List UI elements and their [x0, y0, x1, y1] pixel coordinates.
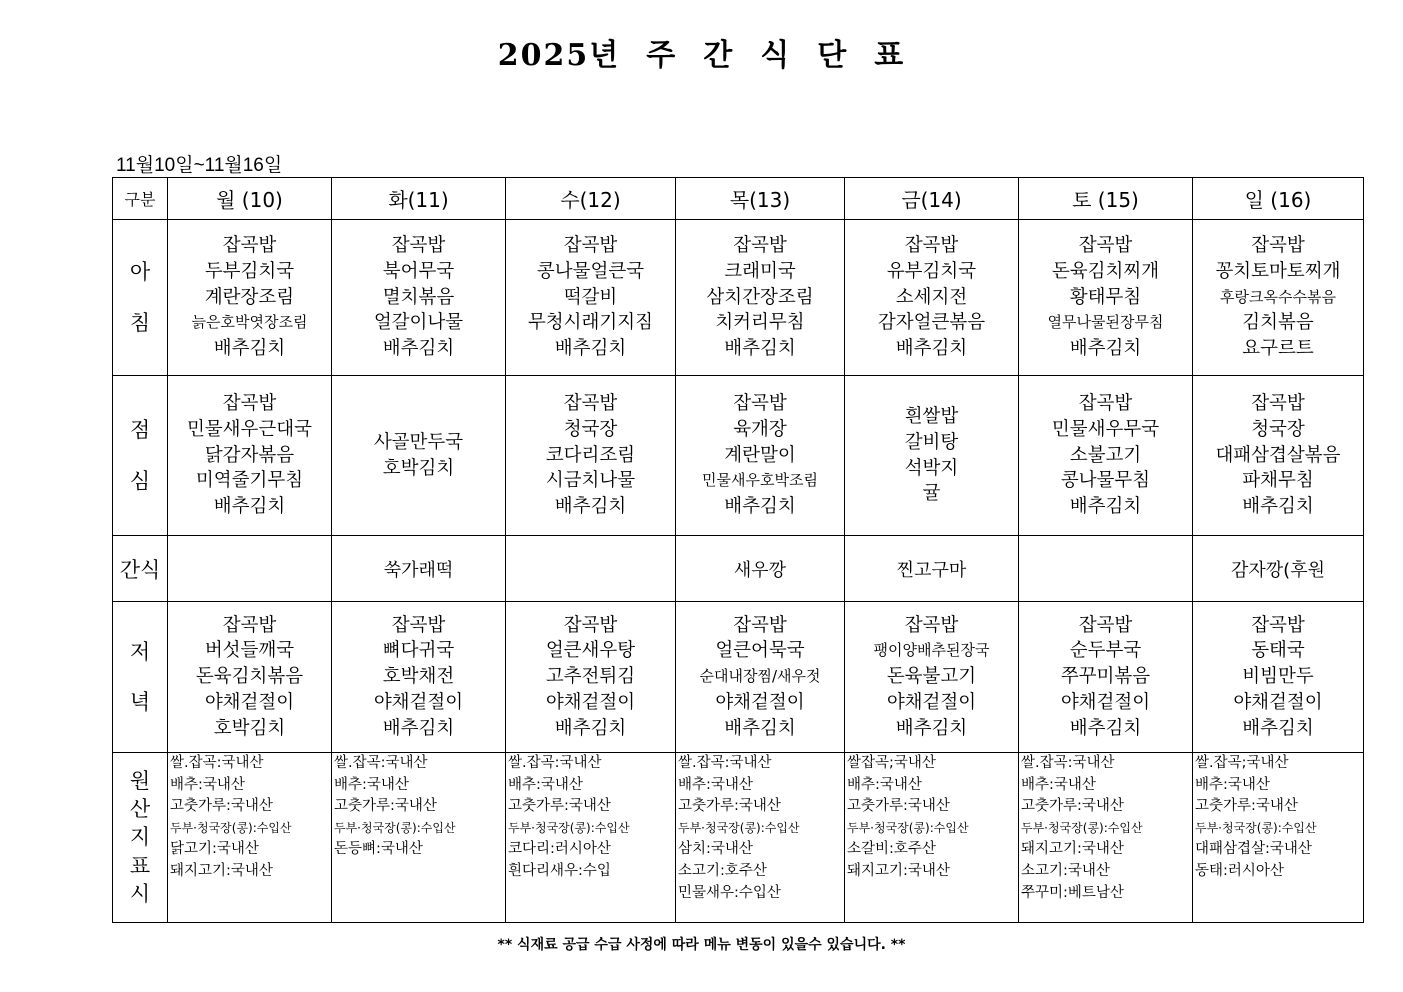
menu-item: 돈육김치찌개: [1051, 260, 1160, 282]
origin-item: 민물새우:수입산: [678, 884, 781, 901]
menu-item: 배추김치: [1242, 717, 1314, 739]
menu-item: 무청시래기지짐: [527, 312, 654, 334]
menu-item: 호박김치: [213, 717, 286, 739]
menu-item: 잡곡밥: [904, 235, 959, 256]
menu-item: 잡곡밥: [1078, 393, 1133, 414]
meal-cell: [676, 220, 845, 376]
origin-item: 쌀.잡곡:국내산: [1021, 755, 1115, 771]
menu-item: 열무나물된장무침: [1047, 313, 1164, 332]
menu-item: 얼큰새우탕: [545, 640, 636, 662]
category-header: 구분: [113, 178, 168, 220]
origin-item: 대패삼겹살:국내산: [1195, 841, 1312, 858]
origin-item: 두부·청국장(콩):수입산: [508, 820, 630, 835]
origin-cell: [845, 753, 1019, 923]
menu-item: 야채겉절이: [715, 691, 805, 713]
menu-item: 동태국: [1251, 640, 1305, 662]
menu-item: 고추전튀김: [545, 666, 636, 688]
menu-item: 치커리무침: [715, 312, 805, 334]
meal-cell: [506, 602, 676, 753]
origin-item: 고춧가루:국내산: [170, 798, 273, 815]
origin-item: 쌀.잡곡;국내산: [1195, 755, 1289, 771]
menu-item: 잡곡밥: [391, 235, 446, 256]
title-char: 간: [703, 38, 735, 73]
menu-item: 배추김치: [1069, 717, 1142, 739]
menu-item: 시금치나물: [545, 470, 636, 492]
meal-cell: [168, 602, 332, 753]
menu-item: 배추김치: [382, 717, 455, 739]
menu-item: 배추김치: [382, 338, 455, 360]
meal-cell: [332, 220, 506, 376]
menu-item: 코다리조림: [545, 444, 636, 466]
menu-item: 비빔만두: [1242, 666, 1314, 688]
origin-item: 두부·청국장(콩):수입산: [1021, 820, 1143, 835]
menu-item: 잡곡밥: [733, 614, 787, 636]
day-header: 화(11): [332, 178, 506, 220]
menu-item: 귤: [922, 483, 941, 505]
origin-cell: [1019, 753, 1193, 923]
menu-item: 소세지전: [895, 286, 968, 308]
menu-item: 얼큰어묵국: [715, 640, 805, 662]
header-row: [113, 178, 1364, 220]
menu-item: 잡곡밥: [1078, 235, 1133, 256]
snack-cell: 새우깡: [676, 536, 845, 602]
dinner-row: [113, 602, 1364, 753]
origin-item: 고춧가루:국내산: [1195, 798, 1298, 815]
menu-item: 북어무국: [382, 260, 455, 282]
menu-item: 유부김치국: [886, 260, 977, 282]
meal-cell: [1193, 220, 1364, 376]
origin-item: 삼치:국내산: [678, 841, 753, 858]
menu-item: 뼈다귀국: [382, 640, 455, 662]
menu-item: 잡곡밥: [1251, 235, 1305, 256]
menu-item: 늙은호박엿장조림: [191, 313, 308, 332]
snack-row: [113, 536, 1364, 602]
origin-item: 쌀.잡곡:국내산: [170, 755, 264, 771]
origin-item: 돼지고기:국내산: [170, 862, 273, 879]
meal-cell: [845, 376, 1019, 536]
row-label-char: 점: [129, 418, 151, 443]
day-header: 토 (15): [1019, 178, 1193, 220]
menu-item: 후랑크옥수수볶음: [1220, 287, 1336, 306]
menu-item: 파채무침: [1242, 470, 1314, 492]
meal-cell: [1019, 220, 1193, 376]
menu-item: 청국장: [563, 418, 618, 440]
meal-cell: [332, 376, 506, 536]
menu-item: 버섯들깨국: [204, 640, 295, 662]
meal-cell: [676, 602, 845, 753]
title-char: 표: [874, 38, 906, 73]
footer-notice: ** 식재료 공급 수급 사정에 따라 메뉴 변동이 있을수 있습니다. **: [497, 937, 906, 953]
menu-item: 배추김치: [213, 496, 286, 518]
menu-item: 요구르트: [1242, 338, 1314, 360]
origin-item: 고춧가루:국내산: [508, 798, 611, 815]
title-char: 식: [760, 38, 792, 73]
menu-item: 돈육불고기: [886, 666, 977, 688]
menu-item: 석박지: [904, 457, 959, 479]
menu-item: 배추김치: [724, 717, 796, 739]
title-year: 2025년: [497, 38, 621, 73]
origin-row: [113, 753, 1364, 923]
row-label-char: 심: [129, 468, 151, 493]
menu-item: 얼갈이나물: [373, 312, 464, 334]
menu-item: 김치볶음: [1242, 312, 1314, 334]
menu-item: 황태무침: [1069, 286, 1142, 308]
weekly-menu-table: [112, 177, 1364, 923]
menu-item: 배추김치: [895, 338, 968, 360]
menu-item: 사골만두국: [373, 431, 464, 453]
menu-item: 감자얼큰볶음: [877, 312, 986, 334]
menu-item: 멸치볶음: [382, 286, 455, 308]
menu-item: 배추김치: [1242, 496, 1314, 518]
menu-item: 배추김치: [724, 338, 796, 360]
origin-item: 소갈비:호주산: [847, 841, 936, 858]
menu-item: 야채겉절이: [886, 691, 977, 713]
meal-cell: [168, 376, 332, 536]
origin-item: 배추:국내산: [334, 776, 409, 793]
menu-item: 잡곡밥: [733, 393, 787, 414]
origin-item: 소고기:호주산: [678, 862, 767, 879]
menu-item: 배추김치: [724, 496, 796, 518]
meal-cell: [506, 376, 676, 536]
menu-item: 배추김치: [895, 717, 968, 739]
menu-item: 민물새우무국: [1051, 418, 1160, 440]
origin-item: 쌀.잡곡:국내산: [508, 755, 602, 771]
meal-cell: [1193, 376, 1364, 536]
menu-item: 떡갈비: [563, 286, 618, 308]
menu-item: 소불고기: [1069, 444, 1142, 466]
menu-item: 콩나물무침: [1060, 470, 1151, 492]
origin-item: 배추:국내산: [678, 776, 753, 793]
period-label: 11월10일~11월16일: [116, 155, 283, 176]
menu-item: 쭈꾸미볶음: [1060, 666, 1151, 688]
row-label: [113, 602, 168, 753]
origin-item: 돈등뼈:국내산: [334, 841, 423, 858]
snack-cell: [168, 536, 332, 602]
day-header: 금(14): [845, 178, 1019, 220]
page-title: [0, 30, 1403, 74]
meal-cell: [1019, 602, 1193, 753]
row-label-char: 지: [129, 825, 151, 850]
meal-cell: [845, 220, 1019, 376]
row-label: [113, 220, 168, 376]
menu-item: 호박채전: [382, 666, 455, 688]
menu-item: 배추김치: [213, 338, 286, 360]
origin-cell: [506, 753, 676, 923]
menu-item: 삼치간장조림: [706, 286, 814, 308]
origin-item: 배추:국내산: [170, 776, 245, 793]
menu-item: 돈육김치볶음: [195, 666, 304, 688]
origin-item: 배추:국내산: [1195, 776, 1270, 793]
origin-item: 고춧가루:국내산: [1021, 798, 1124, 815]
snack-cell: [1019, 536, 1193, 602]
meal-cell: [676, 376, 845, 536]
menu-item: 미역줄기무침: [195, 470, 304, 492]
row-label-char: 아: [129, 260, 151, 285]
row-label-char: 침: [129, 310, 151, 335]
title-char: 단: [817, 38, 849, 73]
menu-item: 잡곡밥: [222, 614, 277, 636]
origin-item: 두부·청국장(콩):수입산: [170, 820, 292, 835]
menu-item: 배추김치: [554, 338, 627, 360]
origin-item: 쭈꾸미:베트남산: [1021, 884, 1124, 901]
menu-item: 흰쌀밥: [904, 405, 959, 427]
menu-item: 팽이양배추된장국: [873, 641, 990, 660]
menu-item: 잡곡밥: [222, 235, 277, 256]
menu-item: 잡곡밥: [1078, 614, 1133, 636]
menu-item: 야채겉절이: [1060, 691, 1151, 713]
menu-item: 잡곡밥: [904, 614, 959, 636]
breakfast-row: [113, 220, 1364, 376]
menu-item: 민물새우근대국: [186, 418, 313, 440]
menu-item: 닭감자볶음: [204, 444, 295, 466]
menu-item: 꽁치토마토찌개: [1215, 260, 1341, 282]
menu-item: 야채겉절이: [545, 691, 636, 713]
origin-item: 두부·청국장(콩):수입산: [678, 820, 800, 835]
origin-cell: [1193, 753, 1364, 923]
menu-item: 야채겉절이: [1233, 691, 1323, 713]
menu-item: 민물새우호박조림: [702, 471, 818, 490]
origin-item: 흰다리새우:수입: [508, 862, 611, 879]
menu-item: 야채겉절이: [373, 691, 464, 713]
menu-item: 잡곡밥: [563, 393, 618, 414]
row-label: 간식: [113, 536, 168, 602]
meal-cell: [332, 602, 506, 753]
menu-item: 잡곡밥: [1251, 614, 1305, 636]
origin-cell: [168, 753, 332, 923]
snack-cell: 찐고구마: [845, 536, 1019, 602]
day-header: 목(13): [676, 178, 845, 220]
menu-item: 야채겉절이: [204, 691, 295, 713]
snack-cell: 감자깡(후원: [1193, 536, 1364, 602]
origin-item: 고춧가루:국내산: [678, 798, 781, 815]
row-label-char: 산: [129, 796, 151, 821]
origin-item: 배추:국내산: [847, 776, 922, 793]
menu-item: 잡곡밥: [563, 614, 618, 636]
menu-item: 두부김치국: [204, 260, 295, 282]
day-header: 월 (10): [168, 178, 332, 220]
menu-item: 배추김치: [1069, 496, 1142, 518]
row-label-char: 녁: [129, 690, 151, 714]
day-header: 일 (16): [1193, 178, 1364, 220]
origin-item: 쌀잡곡;국내산: [847, 755, 936, 771]
origin-cell: [332, 753, 506, 923]
row-label-char: 원: [129, 768, 151, 793]
origin-item: 고춧가루:국내산: [847, 798, 950, 815]
menu-item: 대패삼겹살볶음: [1215, 444, 1341, 466]
origin-item: 돼지고기:국내산: [1021, 841, 1124, 858]
day-header: 수(12): [506, 178, 676, 220]
snack-cell: [506, 536, 676, 602]
origin-item: 배추:국내산: [508, 776, 583, 793]
meal-cell: [168, 220, 332, 376]
menu-item: 잡곡밥: [733, 235, 787, 256]
meal-cell: [1019, 376, 1193, 536]
origin-item: 두부·청국장(콩):수입산: [847, 820, 969, 835]
meal-cell: [845, 602, 1019, 753]
row-label-char: 시: [129, 882, 151, 907]
meal-cell: [506, 220, 676, 376]
menu-item: 호박김치: [382, 457, 455, 479]
origin-item: 쌀.잡곡:국내산: [678, 755, 772, 771]
origin-item: 쌀.잡곡:국내산: [334, 755, 428, 771]
origin-item: 두부·청국장(콩):수입산: [1195, 820, 1317, 835]
menu-item: 갈비탕: [904, 431, 959, 453]
origin-item: 동태:러시아산: [1195, 862, 1284, 879]
menu-item: 잡곡밥: [391, 614, 446, 636]
menu-item: 순두부국: [1069, 640, 1142, 662]
row-label: [113, 376, 168, 536]
origin-item: 돼지고기:국내산: [847, 862, 950, 879]
menu-item: 배추김치: [554, 717, 627, 739]
menu-item: 잡곡밥: [1251, 393, 1305, 414]
origin-item: 배추:국내산: [1021, 776, 1096, 793]
origin-cell: [676, 753, 845, 923]
menu-item: 계란말이: [724, 444, 796, 466]
snack-cell: 쑥가래떡: [332, 536, 506, 602]
row-label-char: 저: [129, 639, 151, 664]
menu-item: 순대내장찜/새우젓: [699, 667, 821, 686]
menu-item: 잡곡밥: [222, 393, 277, 414]
origin-item: 코다리:러시아산: [508, 841, 611, 858]
menu-item: 배추김치: [1069, 338, 1142, 360]
title-char: 주: [646, 38, 678, 73]
menu-item: 배추김치: [554, 496, 627, 518]
row-label: [113, 753, 168, 923]
origin-item: 두부·청국장(콩):수입산: [334, 820, 456, 835]
origin-item: 고춧가루:국내산: [334, 798, 437, 815]
meal-cell: [1193, 602, 1364, 753]
menu-item: 청국장: [1251, 418, 1305, 440]
menu-item: 잡곡밥: [563, 235, 618, 256]
lunch-row: [113, 376, 1364, 536]
menu-item: 육개장: [733, 418, 787, 440]
menu-item: 콩나물얼큰국: [536, 260, 645, 282]
menu-item: 계란장조림: [204, 286, 295, 308]
menu-item: 크래미국: [724, 260, 796, 282]
row-label-char: 표: [129, 853, 151, 878]
origin-item: 닭고기:국내산: [170, 841, 259, 858]
origin-item: 소고기:국내산: [1021, 862, 1110, 879]
